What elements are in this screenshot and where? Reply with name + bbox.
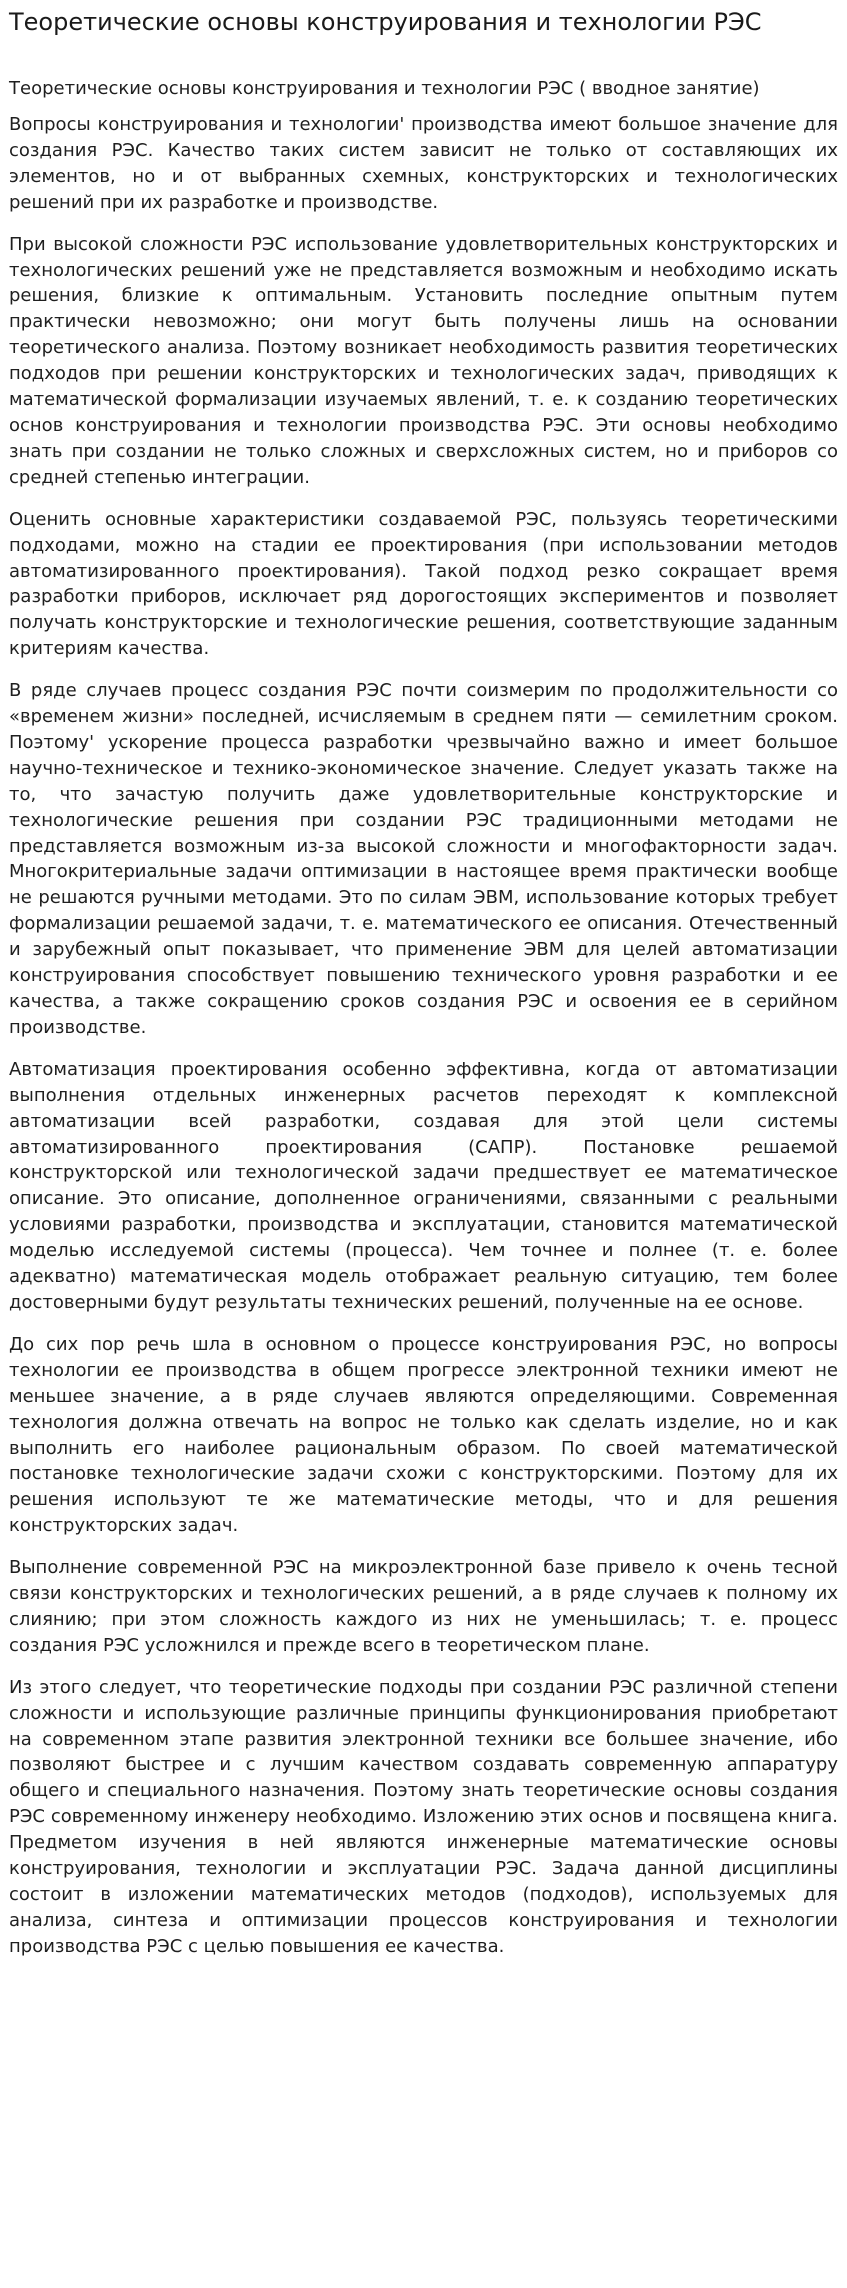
paragraph-4: В ряде случаев процесс создания РЭС почти соизмерим по продолжительности со «временем жизни» последней, исчисляемым в среднем пяти — семилетним сроком. Поэтому' ускорение процесса разработки чрезвычайно важно и имеет большое научно-техническое и технико-экономическое значение. Следует указать также на то, что зачастую получить даже удовлетворительные конструкторские и технологические решения при создании РЭС традиционными методами не представляется возможным из-за высокой сложности и многофакторности задач. Многокритериальные задачи оптимизации в настоящее время практически вообще не решаются ручными методами. Это по силам ЭВМ, использование которых требует формализации решаемой задачи, т. е. математического ее описания. Отечественный и зарубежный опыт показывает, что применение ЭВМ для целей автоматизации конструирования способствует повышению технического уровня разработки и ее качества, а также сокращению сроков создания РЭС и освоения ее в серийном производстве.: [9, 680, 838, 1038]
paragraph-2: При высокой сложности РЭС использование удовлетворительных конструкторских и технологических решений уже не представляется возможным и необходимо искать решения, близкие к оптимальным. Установить последние опытным путем практически невозможно; они могут быть получены лишь на основании теоретического анализа. Поэтому возникает необходимость развития теоретических подходов при решении конструкторских и технологических задач, приводящих к математической формализации изучаемых явлений, т. е. к созданию теоретических основ конструирования и технологии производства РЭС. Эти основы необходимо знать при создании не только сложных и сверхсложных систем, но и приборов со средней степенью интеграции.: [9, 233, 838, 488]
paragraph-8: Из этого следует, что теоретические подходы при создании РЭС различной степени сложности и использующие различные принципы функционирования приобретают на современном этапе развития электронной техники все большее значение, ибо позволяют быстрее и с лучшим качеством создавать современную аппаратуру общего и специального назначения. Поэтому знать теоретические основы создания РЭС современному инженеру необходимо. Изложению этих основ и посвящена книга. Предметом изучения в ней являются инженерные математические основы конструирования, технологии и эксплуатации РЭС. Задача данной дисциплины состоит в изложении математических методов (подходов), используемых для анализа, синтеза и оптимизации процессов конструирования и технологии производства РЭС с целью повышения ее качества.: [9, 1676, 838, 1957]
paragraph-6: До сих пор речь шла в основном о процессе конструирования РЭС, но вопросы технологии ее производства в общем прогрессе электронной техники имеют не меньшее значение, а в ряде случаев являются определяющими. Современная технология должна отвечать на вопрос не только как сделать изделие, но и как выполнить его наиболее рациональным образом. По своей математической постановке технологические задачи схожи с конструкторскими. Поэтому для их решения используют те же математические методы, что и для решения конструкторских задач.: [9, 1333, 838, 1537]
paragraph-5: Автоматизация проектирования особенно эффективна, когда от автоматизации выполнения отдельных инженерных расчетов переходят к комплексной автоматизации всей разработки, создавая для этой цели системы автоматизированного проектирования (САПР). Постановке решаемой конструкторской или технологической задачи предшествует ее математическое описание. Это описание, дополненное ограничениями, связанными с реальными условиями разработки, производства и эксплуатации, становится математической моделью исследуемой системы (процесса). Чем точнее и полнее (т. е. более адекватно) математическая модель отображает реальную ситуацию, тем более достоверными будут результаты технических решений, полученные на ее основе.: [9, 1058, 838, 1313]
article: [0, 8, 847, 1960]
lecture-subtitle: Теоретические основы конструирования и технологии РЭС ( вводное занятие): [9, 78, 760, 99]
paragraph-3: Оценить основные характеристики создаваемой РЭС, пользуясь теоретическими подходами, можно на стадии ее проектирования (при использовании методов автоматизированного проектирования). Такой подход резко сокращает время разработки приборов, исключает ряд дорогостоящих экспериментов и позволяет получать конструкторские и технологические решения, соответствующие заданным критериям качества.: [9, 508, 838, 660]
page-title: Теоретические основы конструирования и технологии РЭС: [9, 8, 762, 36]
paragraph-1: Вопросы конструирования и технологии' производства имеют большое значение для создания РЭС. Качество таких систем зависит не только от составляющих их элементов, но и от выбранных схемных, конструкторских и технологических решений при их разработке и производстве.: [9, 114, 838, 213]
paragraph-7: Выполнение современной РЭС на микроэлектронной базе привело к очень тесной связи конструкторских и технологических решений, а в ряде случаев к полному их слиянию; при этом сложность каждого из них не уменьшилась; т. е. процесс создания РЭС усложнился и прежде всего в теоретическом плане.: [9, 1557, 838, 1656]
